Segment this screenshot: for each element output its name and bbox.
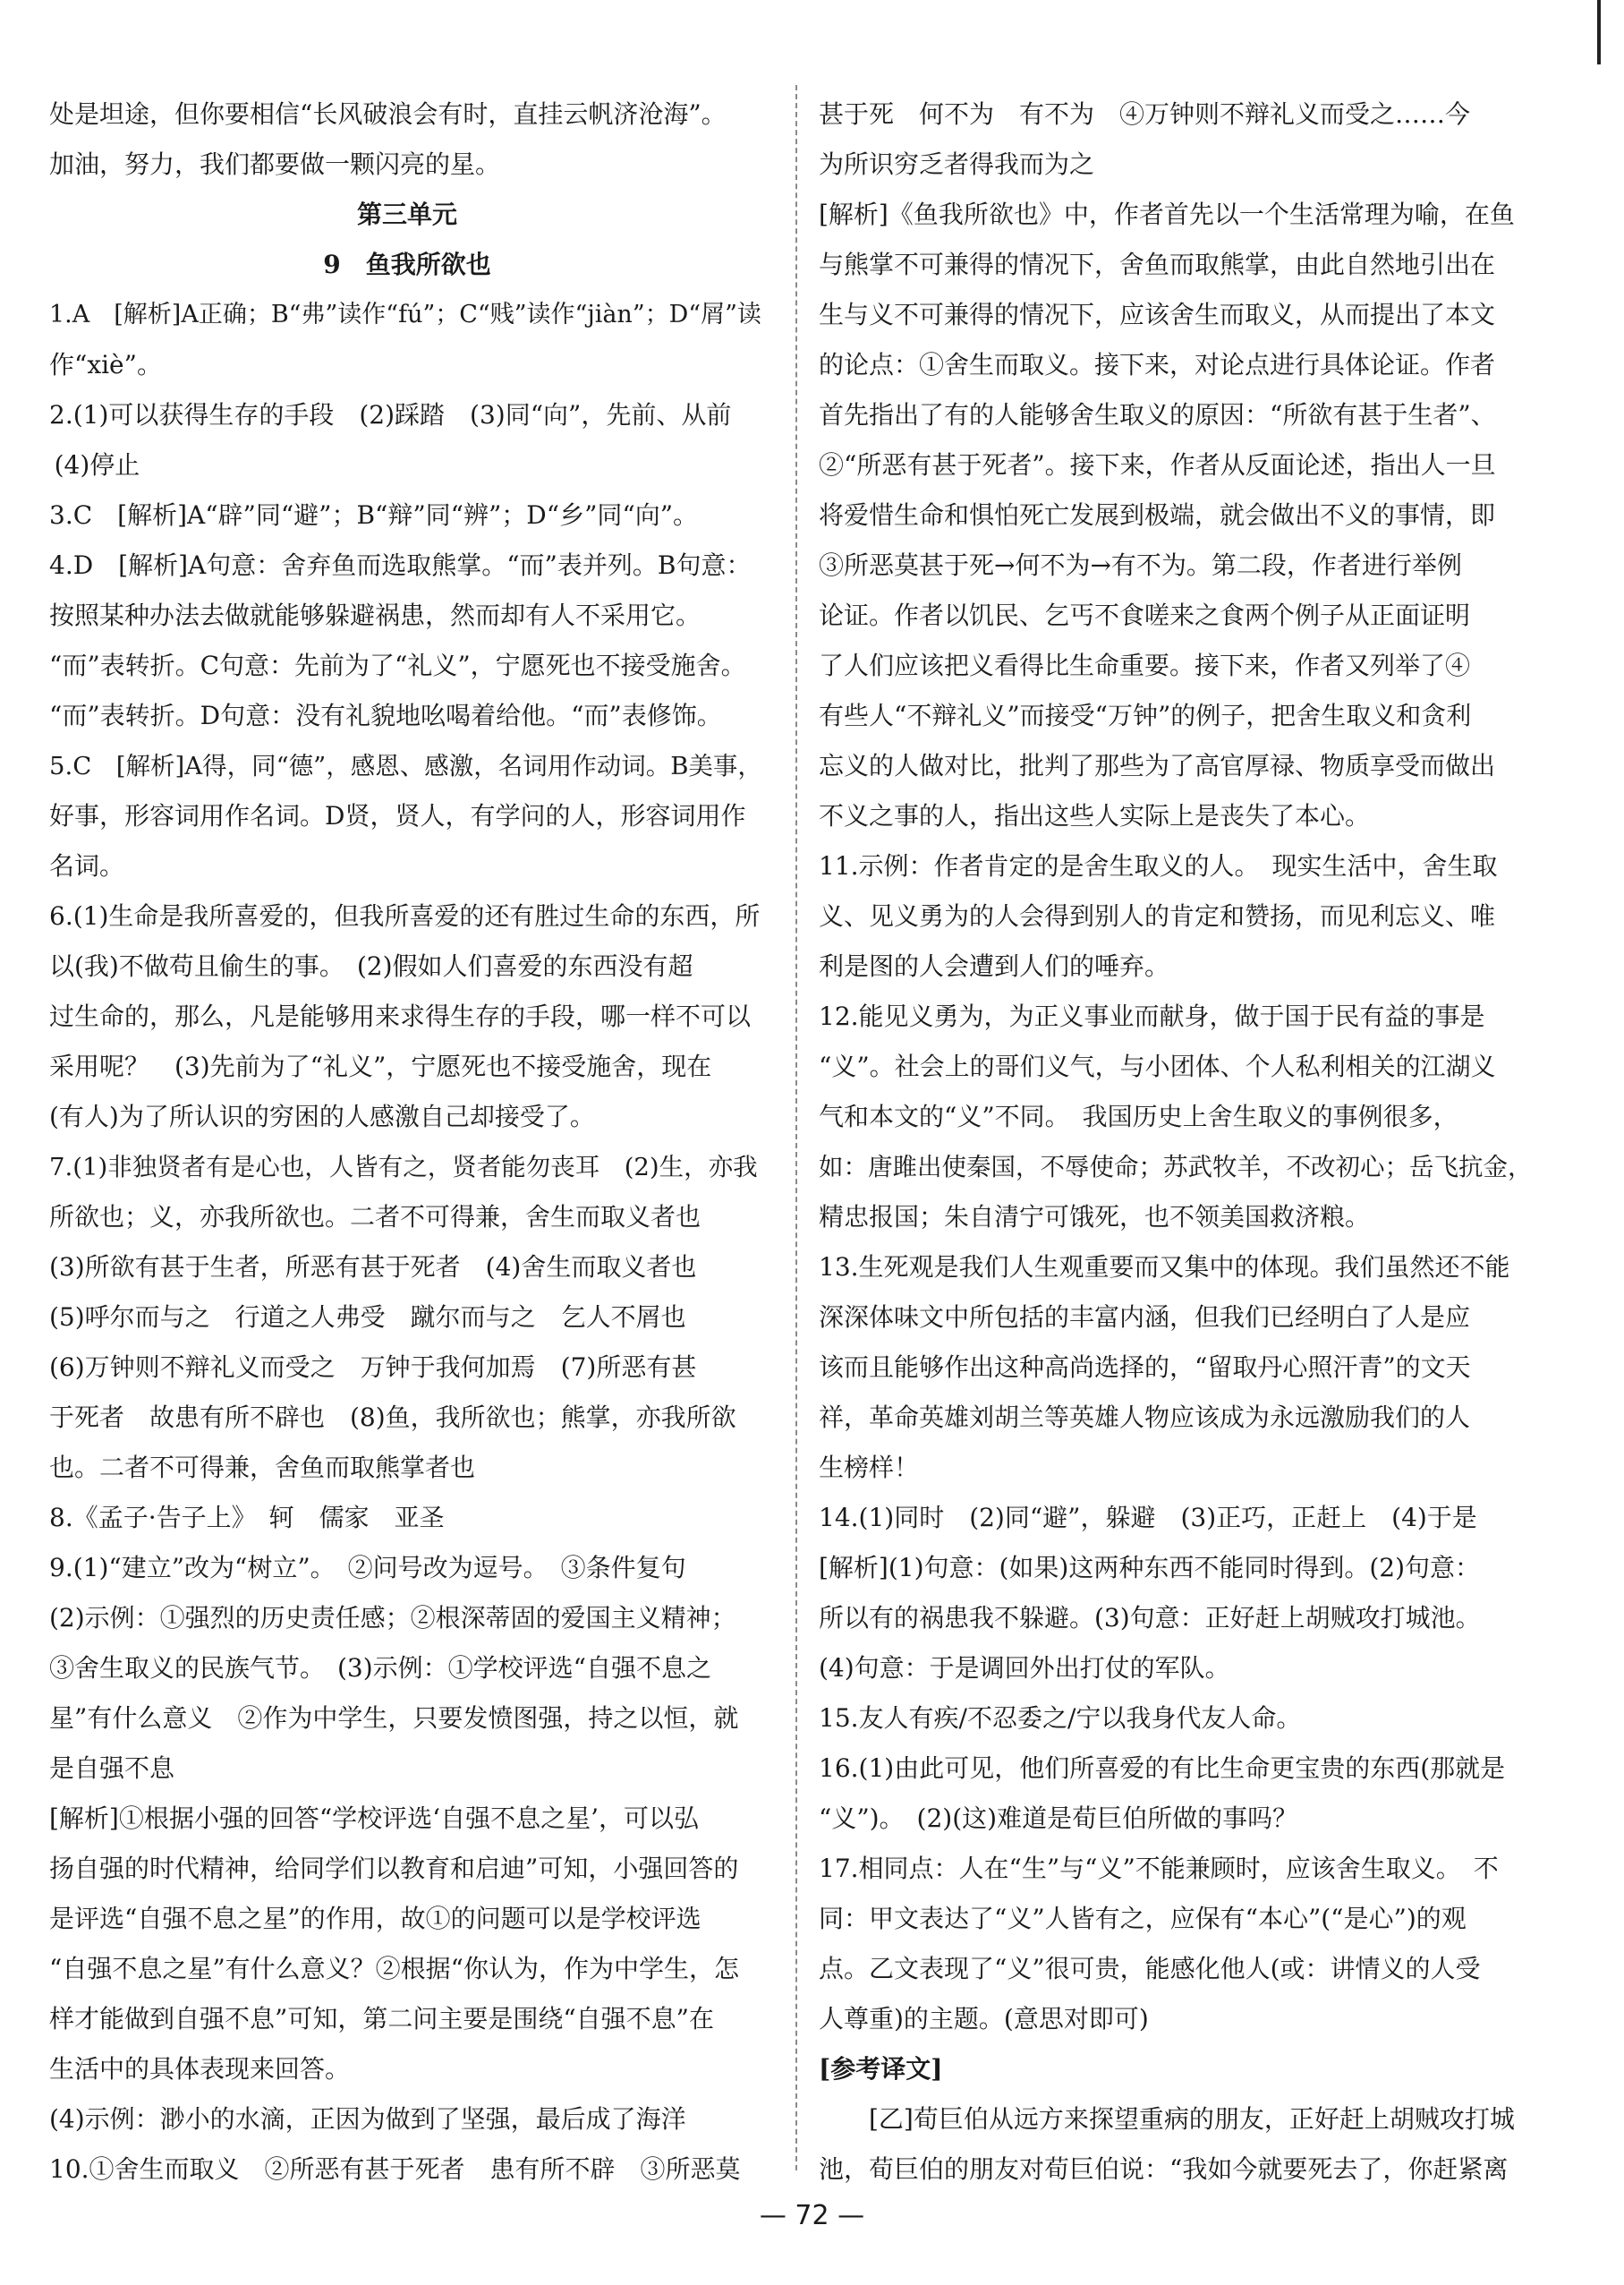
text-line: 生榜样！ bbox=[819, 1453, 920, 1482]
text-line: 为所识穷乏者得我而为之 bbox=[819, 149, 1095, 179]
text-line: 义、见义勇为的人会得到别人的肯定和赞扬，而见利忘义、唯 bbox=[819, 901, 1496, 931]
text-line: 好事，形容词用作名词。D贤，贤人，有学问的人，形容词用作 bbox=[49, 801, 746, 831]
text-line: 16.(1)由此可见，他们所喜爱的有比生命更宝贵的东西(那就是 bbox=[819, 1753, 1506, 1783]
text-line: 9.(1)“建立”改为“树立”。 ②问号改为逗号。 ③条件复句 bbox=[49, 1553, 686, 1582]
text-line: 14.(1)同时 (2)同“避”，躲避 (3)正巧，正赶上 (4)于是 bbox=[819, 1503, 1477, 1532]
text-line: 是评选“自强不息之星”的作用，故①的问题可以是学校评选 bbox=[49, 1904, 701, 1933]
text-line: 15.友人有疾/不忍委之/宁以我身代友人命。 bbox=[819, 1703, 1302, 1733]
text-line: 5.C [解析]A得，同“德”，感恩、感激，名词用作动词。B美事， bbox=[49, 752, 762, 780]
text-line: 于死者 故患有所不辟也 (8)鱼，我所欲也；熊掌，亦我所欲 bbox=[49, 1403, 736, 1432]
text-line: 池，荀巨伯的朋友对荀巨伯说：“我如今就要死去了，你赶紧离 bbox=[819, 2154, 1509, 2184]
text-line: 忘义的人做对比，批判了那些为了高官厚禄、物质享受而做出 bbox=[819, 751, 1496, 780]
text-line: 扬自强的时代精神，给同学们以教育和启迪”可知，小强回答的 bbox=[49, 1854, 739, 1883]
text-line: [解析](1)句意：(如果)这两种东西不能同时得到。(2)句意： bbox=[819, 1553, 1481, 1582]
left-column bbox=[49, 90, 765, 2195]
text-line: 按照某种办法去做就能够躲避祸患，然而却有人不采用它。 bbox=[49, 601, 701, 630]
text-line: 该而且能够作出这种高尚选择的，“留取丹心照汗青”的文天 bbox=[819, 1352, 1471, 1382]
text-line: 处是坦途，但你要相信“长风破浪会有时，直挂云帆济沧海”。 bbox=[49, 99, 727, 129]
text-line: 样才能做到自强不息”可知，第二问主要是围绕“自强不息”在 bbox=[49, 2004, 714, 2033]
text-line: (3)所欲有甚于生者，所恶有甚于死者 (4)舍生而取义者也 bbox=[49, 1252, 697, 1282]
text-line: 有些人“不辩礼义”而接受“万钟”的例子，把舍生取义和贪利 bbox=[819, 701, 1472, 730]
text-line: (2)示例：①强烈的历史责任感；②根深蒂固的爱国主义精神； bbox=[49, 1603, 736, 1633]
text-line: “义”)。 (2)(这)难道是荀巨伯所做的事吗？ bbox=[819, 1803, 1298, 1833]
text-line: (6)万钟则不辩礼义而受之 万钟于我何加焉 (7)所恶有甚 bbox=[49, 1352, 697, 1382]
text-line: 过生命的，那么，凡是能够用来求得生存的手段，哪一样不可以 bbox=[49, 1002, 752, 1031]
text-line: 精忠报国；朱自清宁可饿死，也不领美国救济粮。 bbox=[819, 1202, 1371, 1232]
text-line: 论证。作者以饥民、乞丐不食嗟来之食两个例子从正面证明 bbox=[819, 601, 1471, 630]
text-line: (4)停止 bbox=[54, 450, 140, 480]
text-line: 4.D [解析]A句意：舍弃鱼而选取熊掌。“而”表并列。B句意： bbox=[49, 550, 752, 580]
text-line: “自强不息之星”有什么意义？②根据“你认为，作为中学生，怎 bbox=[49, 1954, 739, 1983]
text-line: 是自强不息 bbox=[49, 1753, 175, 1783]
text-line: 1.A [解析]A正确；B“弗”读作“fú”；C“贱”读作“jiàn”；D“屑”读 bbox=[49, 301, 761, 328]
text-line: (有人)为了所认识的穷困的人感激自己却接受了。 bbox=[49, 1102, 595, 1131]
text-line: 第三单元 bbox=[356, 200, 457, 229]
text-line: 以(我)不做苟且偷生的事。 (2)假如人们喜爱的东西没有超 bbox=[49, 951, 693, 981]
text-line: 人尊重)的主题。(意思对即可) bbox=[819, 2004, 1149, 2033]
text-line: 首先指出了有的人能够舍生取义的原因：“所欲有甚于生者”、 bbox=[819, 400, 1496, 430]
text-line: [解析]①根据小强的回答“学校评选‘自强不息之星’，可以弘 bbox=[49, 1803, 699, 1833]
text-line: 所欲也；义，亦我所欲也。二者不可得兼，舍生而取义者也 bbox=[49, 1202, 701, 1232]
text-line: [乙]荀巨伯从远方来探望重病的朋友，正好赶上胡贼攻打城 bbox=[819, 2104, 1515, 2134]
text-line: 点。乙文表现了“义”很可贵，能感化他人(或：讲情义的人受 bbox=[819, 1954, 1481, 1983]
text-line: (4)句意：于是调回外出打仗的军队。 bbox=[819, 1653, 1230, 1683]
text-line: 利是图的人会遭到人们的唾弃。 bbox=[819, 951, 1170, 981]
text-line: 采用呢？ (3)先前为了“礼义”，宁愿死也不接受施舍，现在 bbox=[49, 1052, 712, 1081]
text-line: [解析]《鱼我所欲也》中，作者首先以一个生活常理为喻，在鱼 bbox=[819, 200, 1515, 229]
text-line: 所以有的祸患我不躲避。(3)句意：正好赶上胡贼攻打城池。 bbox=[819, 1603, 1481, 1633]
text-line: 2.(1)可以获得生存的手段 (2)踩踏 (3)同“向”，先前、从前 bbox=[49, 400, 732, 430]
text-line: “而”表转折。D句意：没有礼貌地吆喝着给他。“而”表修饰。 bbox=[49, 701, 722, 730]
text-line: 星”有什么意义 ②作为中学生，只要发愤图强，持之以恒，就 bbox=[49, 1703, 739, 1733]
text-line: 生与义不可兼得的情况下，应该舍生而取义，从而提出了本文 bbox=[819, 300, 1496, 329]
text-line: 不义之事的人，指出这些人实际上是丧失了本心。 bbox=[819, 801, 1371, 831]
text-line: 了人们应该把义看得比生命重要。接下来，作者又列举了④ bbox=[819, 651, 1471, 680]
text-line: 祥，革命英雄刘胡兰等英雄人物应该成为永远激励我们的人 bbox=[819, 1403, 1471, 1432]
text-line: 将爱惜生命和惧怕死亡发展到极端，就会做出不义的事情，即 bbox=[819, 500, 1496, 530]
text-line: ③所恶莫甚于死→何不为→有不为。第二段，作者进行举例 bbox=[819, 550, 1462, 580]
column-divider bbox=[795, 85, 797, 2170]
page-number bbox=[0, 2200, 1624, 2231]
text-line: 如：唐雎出使秦国，不辱使命；苏武牧羊，不改初心；岳飞抗金， bbox=[819, 1153, 1533, 1181]
text-line: 7.(1)非独贤者有是心也，人皆有之，贤者能勿丧耳 (2)生，亦我 bbox=[49, 1153, 758, 1181]
text-line: 3.C [解析]A“辟”同“避”；B“辩”同“辨”；D“乡”同“向”。 bbox=[49, 500, 699, 530]
text-line: 11.示例：作者肯定的是舍生取义的人。 现实生活中，舍生取 bbox=[819, 851, 1498, 881]
text-line: (5)呼尔而与之 行道之人弗受 蹴尔而与之 乞人不屑也 bbox=[49, 1302, 686, 1332]
text-line: 生活中的具体表现来回答。 bbox=[49, 2054, 351, 2084]
text-line: 气和本文的“义”不同。 我国历史上舍生取义的事例很多， bbox=[819, 1102, 1458, 1131]
right-column bbox=[819, 90, 1535, 2195]
text-line: 13.生死观是我们人生观重要而又集中的体现。我们虽然还不能 bbox=[819, 1252, 1510, 1282]
text-line: “而”表转折。C句意：先前为了“礼义”，宁愿死也不接受施舍。 bbox=[49, 651, 746, 680]
text-line: [参考译文] bbox=[819, 2054, 943, 2084]
text-line: 也。二者不可得兼，舍鱼而取熊掌者也 bbox=[49, 1453, 476, 1482]
text-line: 同：甲文表达了“义”人皆有之，应保有“本心”(“是心”)的观 bbox=[819, 1904, 1467, 1933]
text-line: 与熊掌不可兼得的情况下，舍鱼而取熊掌，由此自然地引出在 bbox=[819, 250, 1496, 279]
text-line: 8.《孟子·告子上》 轲 儒家 亚圣 bbox=[49, 1503, 445, 1532]
text-line: 6.(1)生命是我所喜爱的，但我所喜爱的还有胜过生命的东西，所 bbox=[49, 901, 761, 931]
text-line: 作“xiè”。 bbox=[49, 350, 162, 379]
text-line: 12.能见义勇为，为正义事业而献身，做于国于民有益的事是 bbox=[819, 1002, 1485, 1031]
text-line: 9 鱼我所欲也 bbox=[323, 250, 491, 279]
text-line: 名词。 bbox=[49, 851, 125, 881]
text-line: 的论点：①舍生而取义。接下来，对论点进行具体论证。作者 bbox=[819, 350, 1496, 379]
text-line: 17.相同点：人在“生”与“义”不能兼顾时，应该舍生取义。 不 bbox=[819, 1854, 1499, 1883]
text-line: 10.①舍生而取义 ②所恶有甚于死者 患有所不辟 ③所恶莫 bbox=[49, 2154, 741, 2184]
text-line: 加油，努力，我们都要做一颗闪亮的星。 bbox=[49, 149, 501, 179]
text-line: 深深体味文中所包括的丰富内涵，但我们已经明白了人是应 bbox=[819, 1302, 1471, 1332]
page-number-text: — 72 — bbox=[759, 2200, 865, 2231]
text-line: (4)示例：渺小的水滴，正因为做到了坚强，最后成了海洋 bbox=[49, 2104, 686, 2134]
top-edge-bar bbox=[1597, 0, 1601, 64]
text-line: ②“所恶有甚于死者”。接下来，作者从反面论述，指出人一旦 bbox=[819, 450, 1496, 480]
text-line: 甚于死 何不为 有不为 ④万钟则不辩礼义而受之……今 bbox=[819, 99, 1471, 129]
text-line: “义”。社会上的哥们义气，与小团体、个人私利相关的江湖义 bbox=[819, 1052, 1496, 1081]
text-line: ③舍生取义的民族气节。 (3)示例：①学校评选“自强不息之 bbox=[49, 1653, 711, 1683]
